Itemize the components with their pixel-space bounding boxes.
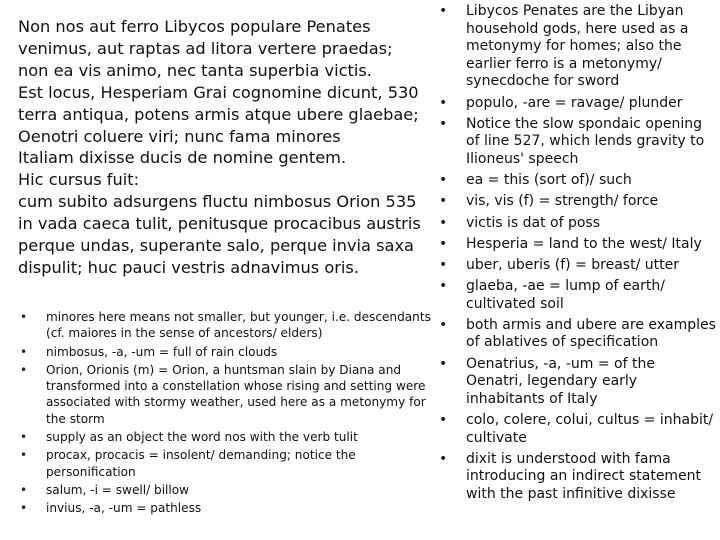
note-item: • glaeba, -ae = lump of earth/ cultivated soil (466, 278, 716, 317)
note-item: • Notice the slow spondaic opening of line 527, which lends gravity to Ilioneus' speech (466, 116, 716, 172)
poem-line: Italiam dixisse ducis de nomine gentem. (18, 148, 347, 168)
note-item: • Orion, Orionis (m) = Orion, a huntsman slain by Diana and transformed into a constellation whose rising and setting were associated with stormy weather, used here as a metonymy for the storm (46, 362, 436, 429)
note-item: • invius, -a, -um = pathless (46, 500, 436, 518)
note-item: • minores here means not smaller, but younger, i.e. descendants (cf. maiores in the sense of ancestors/ elders) (46, 309, 436, 344)
note-item: • Libycos Penates are the Libyan household gods, here used as a metonymy for homes; also the earlier ferro is a metonymy/ synecdoche for sword (466, 3, 716, 95)
note-item: • supply as an object the word nos with the verb tulit (46, 429, 436, 447)
note-item: • vis, vis (f) = strength/ force (466, 193, 716, 214)
note-item: • victis is dat of poss (466, 215, 716, 236)
poem-line: Hic cursus fuit: (18, 170, 140, 190)
note-item: • Oenatrius, -a, -um = of the Oenatri, legendary early inhabitants of Italy (466, 356, 716, 412)
vocabulary-notes-bottom (46, 309, 436, 519)
note-item: • both armis and ubere are examples of ablatives of specification (466, 317, 716, 356)
note-item: • dixit is understood with fama introducing an indirect statement with the past infinitive dixisse (466, 451, 716, 507)
poem-line: terra antiqua, potens armis atque ubere glaebae; (18, 104, 419, 124)
poem-line: venimus, aut raptas ad litora vertere praedas; (18, 38, 393, 58)
note-item: • colo, colere, colui, cultus = inhabit/ cultivate (466, 412, 716, 451)
note-item: • uber, uberis (f) = breast/ utter (466, 257, 716, 278)
note-item: • nimbosus, -a, -um = full of rain clouds (46, 344, 436, 362)
poem-line: in vada caeca tulit, penitusque procacibus austris (18, 214, 421, 234)
note-item: • populo, -are = ravage/ plunder (466, 95, 716, 116)
note-item: • salum, -i = swell/ billow (46, 482, 436, 500)
latin-passage (18, 16, 428, 279)
note-item: • Hesperia = land to the west/ Italy (466, 236, 716, 257)
poem-line: dispulit; huc pauci vestris adnavimus oris. (18, 257, 359, 277)
note-item: • procax, procacis = insolent/ demanding; notice the personification (46, 447, 436, 482)
poem-line: Oenotri coluere viri; nunc fama minores (18, 126, 341, 146)
poem-line: perque undas, superante salo, perque invia saxa (18, 236, 414, 256)
note-item: • ea = this (sort of)/ such (466, 172, 716, 193)
poem-line: Non nos aut ferro Libycos populare Penates (18, 17, 371, 36)
poem-line: cum subito adsurgens fluctu nimbosus Orion 535 (18, 192, 417, 212)
poem-line: non ea vis animo, nec tanta superbia victis. (18, 60, 372, 80)
poem-line: Est locus, Hesperiam Grai cognomine dicunt, 530 (18, 82, 419, 102)
vocabulary-notes-right (466, 3, 716, 507)
